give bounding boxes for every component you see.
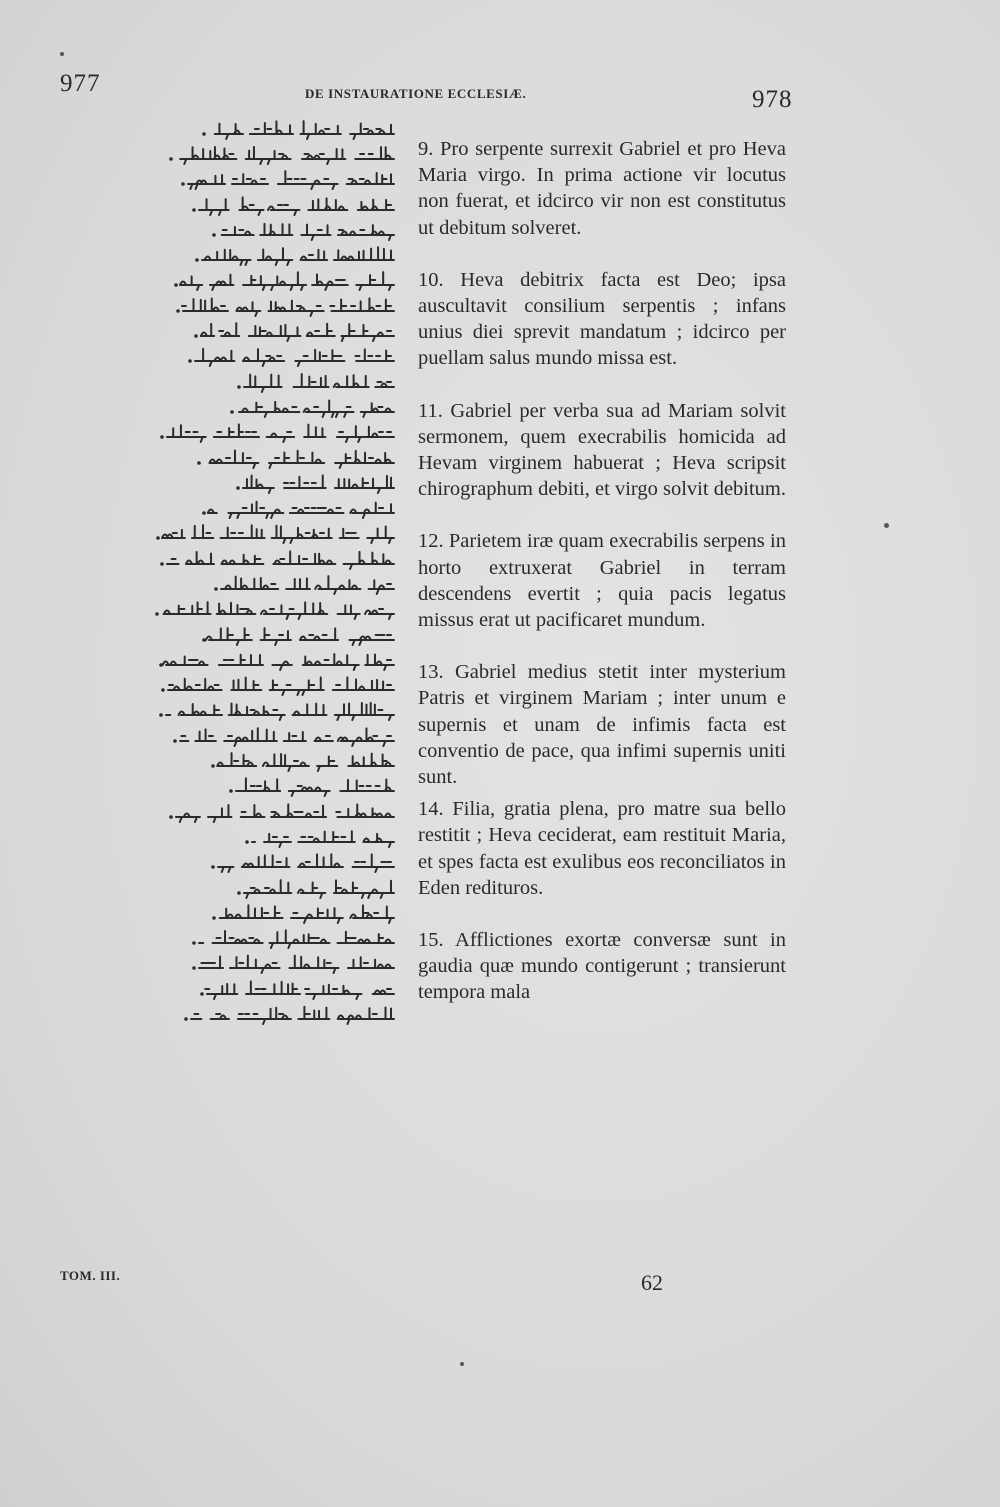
latin-paragraph-12: [418, 528, 786, 633]
running-title: DE INSTAURATIONE ECCLESIÆ.: [305, 86, 527, 101]
syriac-line: [150, 1003, 398, 1028]
syriac-script-glyphs: [168, 145, 398, 167]
syriac-line: [150, 244, 398, 269]
syriac-line: [150, 928, 398, 953]
syriac-script-glyphs: [187, 347, 398, 369]
syriac-script-glyphs: [199, 980, 398, 1002]
paragraph-number: 13.: [418, 661, 444, 684]
syriac-line: [150, 169, 398, 194]
paragraph-number: 11.: [418, 399, 443, 422]
syriac-script-glyphs: [175, 297, 398, 319]
syriac-line: [150, 649, 398, 674]
latin-paragraph-11: [418, 398, 786, 503]
syriac-line: [150, 953, 398, 978]
syriac-script-glyphs: [173, 271, 398, 293]
syriac-script-glyphs: [236, 879, 398, 901]
syriac-script-glyphs: [158, 651, 398, 673]
syriac-script-glyphs: [191, 196, 398, 218]
syriac-text-column: [150, 118, 398, 1029]
syriac-line: [150, 346, 398, 371]
paragraph-text: Parietem iræ quam execrabilis serpens in horto extruxerat Gabriel in terram descendens evertit ; quia pacis legatus missus erat ut pacificaret mundum.: [418, 530, 786, 632]
syriac-line: [150, 877, 398, 902]
latin-text-column: [418, 136, 786, 1032]
syriac-line: [150, 902, 398, 927]
paragraph-text: Pro serpente surrexit Gabriel et pro Heva Maria virgo. In prima actione vir locutus non fuerat, et idcirco vir non est constitutus ut debitum solveret.: [418, 138, 786, 239]
syriac-line: [150, 371, 398, 396]
syriac-line: [150, 447, 398, 472]
syriac-line: [150, 422, 398, 447]
syriac-line: [150, 624, 398, 649]
right-page-number: 978: [752, 86, 793, 113]
paragraph-number: 10.: [418, 268, 444, 291]
latin-paragraph-9: [418, 136, 786, 241]
syriac-script-glyphs: [211, 904, 398, 926]
print-speck: [60, 52, 64, 56]
syriac-script-glyphs: [172, 727, 398, 749]
syriac-script-glyphs: [201, 499, 398, 521]
syriac-script-glyphs: [191, 954, 398, 976]
syriac-script-glyphs: [236, 373, 398, 395]
paragraph-number: 9.: [418, 138, 434, 160]
syriac-line: [150, 194, 398, 219]
paragraph-text: Gabriel medius stetit inter mysterium Patris et virginem Mariam ; inter unum e supernis et unam de infimis facta est conventio de pace, qua infimi supernis uniti sunt.: [418, 661, 786, 789]
syriac-script-glyphs: [213, 575, 398, 597]
paragraph-text: Filia, gratia plena, pro matre sua bello restitit ; Heva ceciderat, eam restituit Maria, et spes facta est exulibus eos reconciliatos in Eden redituros.: [418, 798, 786, 899]
syriac-script-glyphs: [158, 701, 398, 723]
syriac-script-glyphs: [191, 929, 398, 951]
paragraph-text: Afflictiones exortæ conversæ sunt in gaudia quæ mundo contigerunt ; transierunt tempora mala: [418, 929, 787, 1004]
syriac-line: [150, 523, 398, 548]
syriac-script-glyphs: [168, 803, 398, 825]
syriac-line: [150, 548, 398, 573]
latin-paragraph-14: [418, 796, 786, 901]
paragraph-number: 14.: [418, 798, 444, 821]
syriac-line: [150, 801, 398, 826]
syriac-script-glyphs: [210, 752, 398, 774]
syriac-line: [150, 295, 398, 320]
syriac-script-glyphs: [235, 474, 398, 496]
syriac-line: [150, 776, 398, 801]
signature-mark: 62: [641, 1270, 663, 1295]
syriac-line: [150, 320, 398, 345]
syriac-script-glyphs: [154, 600, 398, 622]
syriac-script-glyphs: [196, 449, 398, 471]
volume-label: TOM. III.: [60, 1268, 121, 1283]
latin-paragraph-10: [418, 267, 786, 372]
left-page-number: 977: [60, 70, 101, 97]
syriac-script-glyphs: [211, 221, 398, 243]
syriac-line: [150, 675, 398, 700]
syriac-line: [150, 978, 398, 1003]
syriac-line: [150, 826, 398, 851]
syriac-script-glyphs: [160, 676, 398, 698]
syriac-script-glyphs: [159, 550, 398, 572]
syriac-line: [150, 118, 398, 143]
syriac-script-glyphs: [228, 777, 398, 799]
paragraph-number: 12.: [418, 530, 444, 553]
syriac-line: [150, 599, 398, 624]
paragraph-text: Heva debitrix facta est Deo; ipsa auscultavit consilium serpentis ; infans unius diei sprevit mandatum ; idcirco per puellam salus mundo missa est.: [418, 268, 786, 370]
latin-paragraph-13: [418, 659, 786, 790]
syriac-line: [150, 700, 398, 725]
syriac-script-glyphs: [194, 246, 398, 268]
latin-paragraph-15: [418, 927, 786, 1006]
syriac-line: [150, 573, 398, 598]
paragraph-text: Gabriel per verba sua ad Mariam solvit sermonem, quem execrabilis homicida ad Hevam virginem habuerat ; Heva scripsit chirographum debiti, et virgo solvit debitum.: [418, 399, 786, 501]
syriac-line: [150, 750, 398, 775]
syriac-script-glyphs: [210, 853, 398, 875]
print-speck: [884, 523, 889, 528]
syriac-line: [150, 143, 398, 168]
syriac-script-glyphs: [244, 828, 398, 850]
syriac-script-glyphs: [159, 423, 398, 445]
syriac-script-glyphs: [229, 398, 398, 420]
syriac-script-glyphs: [180, 170, 398, 192]
syriac-line: [150, 497, 398, 522]
syriac-line: [150, 270, 398, 295]
print-speck: [460, 1362, 464, 1366]
syriac-line: [150, 396, 398, 421]
syriac-script-glyphs: [201, 120, 398, 142]
syriac-line: [150, 852, 398, 877]
syriac-script-glyphs: [201, 626, 398, 648]
paragraph-number: 15.: [418, 929, 444, 952]
syriac-script-glyphs: [193, 322, 398, 344]
syriac-line: [150, 219, 398, 244]
syriac-line: [150, 472, 398, 497]
syriac-line: [150, 725, 398, 750]
syriac-script-glyphs: [183, 1005, 398, 1027]
syriac-script-glyphs: [155, 524, 398, 546]
